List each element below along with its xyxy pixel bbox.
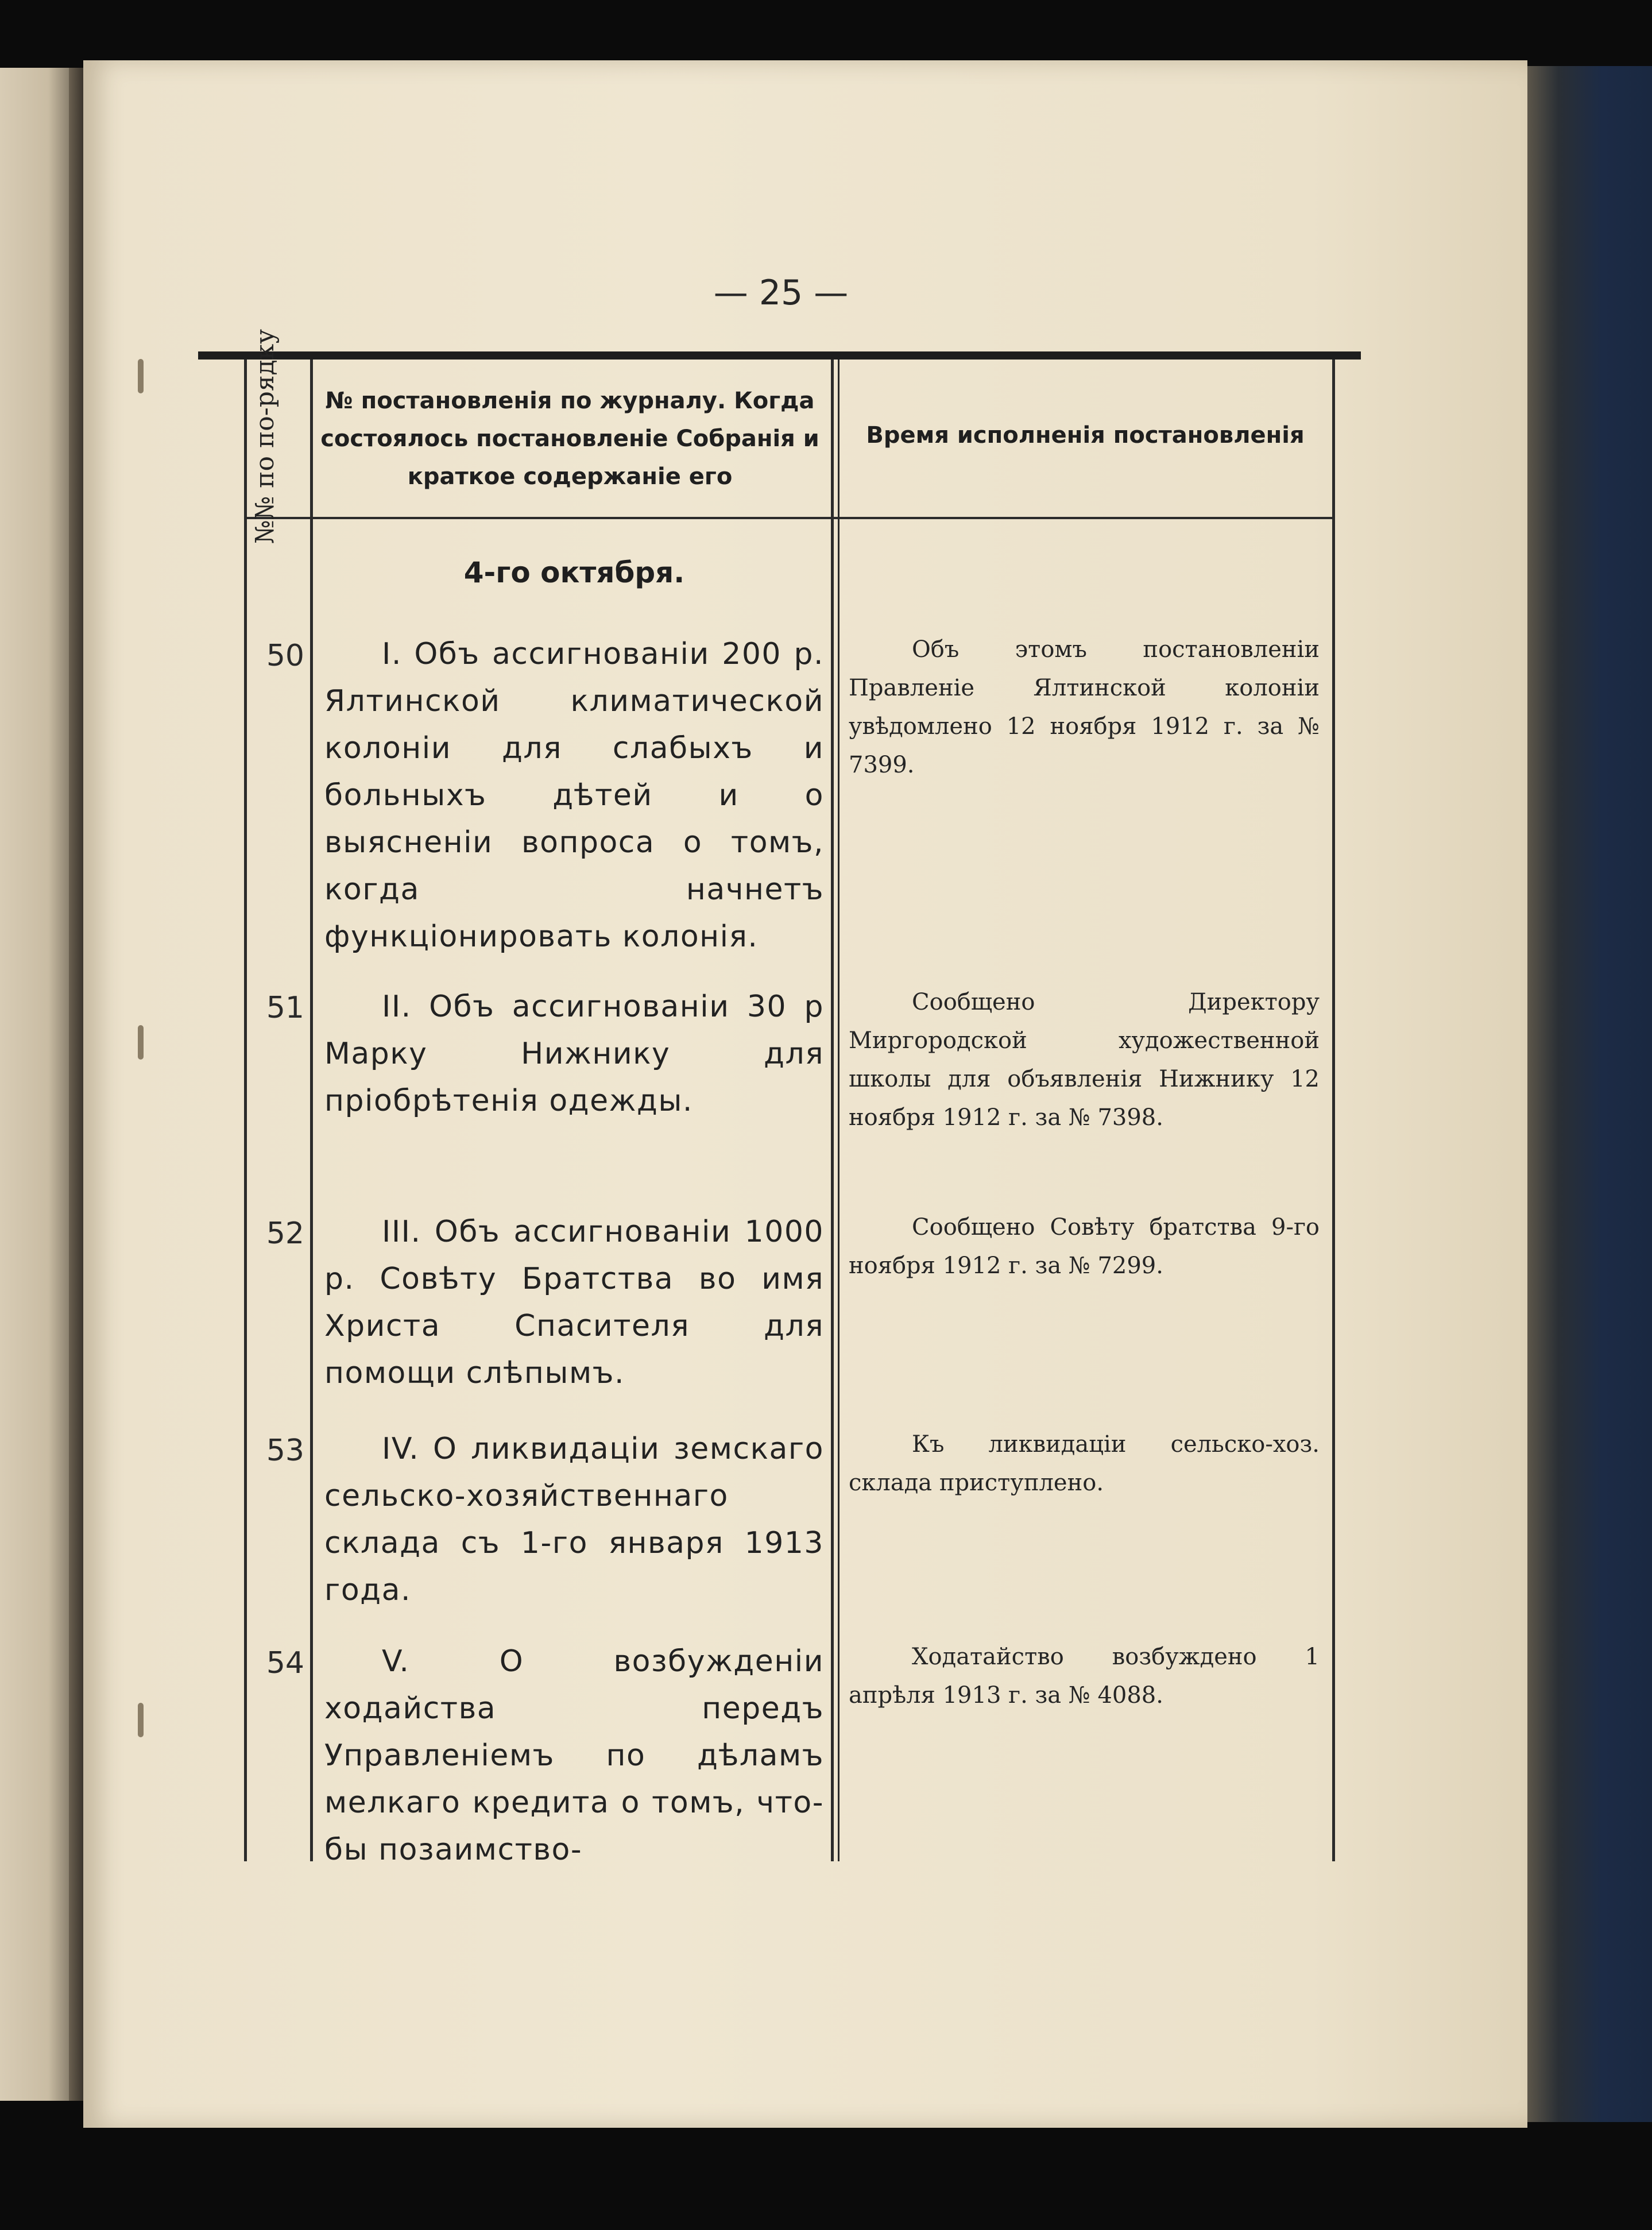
header-number-label: №№ по по-рядку <box>250 328 280 544</box>
resolution-text: I. Объ ассигнованіи 200 р. Ялтинской климатической колоніи для слабыхъ и больныхъ дѣтей и о выясненіи вопроса о томъ, когда начнетъ функціонировать колонія. <box>324 637 824 954</box>
header-execution-column: Время исполненія постановленія <box>866 422 1305 449</box>
date-heading: 4-го октября. <box>463 556 685 589</box>
resolution-text: II. Объ ассигнованіи 30 р Марку Нижнику для пріобрѣтенія одежды. <box>324 990 824 1118</box>
binding-stitch <box>138 1703 144 1737</box>
header-resolution-column: № постановленія по журналу. Когда состоялось постановленіе Собранія и краткое содержаніе его <box>320 388 819 490</box>
row-number: 53 <box>266 1433 304 1468</box>
binding-stitch <box>138 1025 144 1060</box>
facing-page <box>0 68 69 2101</box>
row-number: 54 <box>266 1646 304 1680</box>
column-divider <box>831 360 834 1861</box>
resolution-text: V. О возбужденіи ходайства передъ Управленіемъ по дѣламъ мелкаго кредита о томъ, что-бы позаимство- <box>324 1644 824 1867</box>
table-right-border <box>1332 360 1335 1861</box>
execution-text: Сообщено Директору Миргородской художественной школы для объявленія Нижнику 12 ноября 1912 г. за № 7398. <box>849 989 1320 1131</box>
execution-text: Къ ликвидаціи сельско-хоз. склада приступлено. <box>849 1431 1320 1496</box>
execution-text: Ходатайство возбуждено 1 апрѣля 1913 г. за № 4088. <box>849 1644 1320 1709</box>
row-number: 52 <box>266 1216 304 1251</box>
table-top-rule <box>198 351 1361 360</box>
page-number: — 25 — <box>713 273 849 313</box>
header-number-column <box>221 328 310 544</box>
execution-text: Объ этомъ постановленіи Правленіе Ялтинской колоніи увѣдомлено 12 ноября 1912 г. за № 7399. <box>849 636 1320 778</box>
binding-stitch <box>138 359 144 393</box>
execution-text: Сообщено Совѣту братства 9-го ноября 1912 г. за № 7299. <box>849 1214 1320 1279</box>
book-gutter <box>69 68 83 2101</box>
row-number: 50 <box>266 639 304 673</box>
column-divider <box>310 360 313 1861</box>
column-divider <box>838 360 839 1861</box>
resolution-text: III. Объ ассигнованіи 1000 р. Совѣту Братства во имя Христа Спасителя для помощи слѣпымъ. <box>324 1215 824 1390</box>
row-number: 51 <box>266 991 304 1025</box>
book-cover-edge <box>1527 66 1652 2122</box>
resolution-text: IV. О ликвидаціи земскаго сельско-хозяйственнаго склада съ 1-го января 1913 года. <box>324 1432 824 1607</box>
header-divider <box>244 517 1335 519</box>
table-left-border <box>244 360 247 1861</box>
